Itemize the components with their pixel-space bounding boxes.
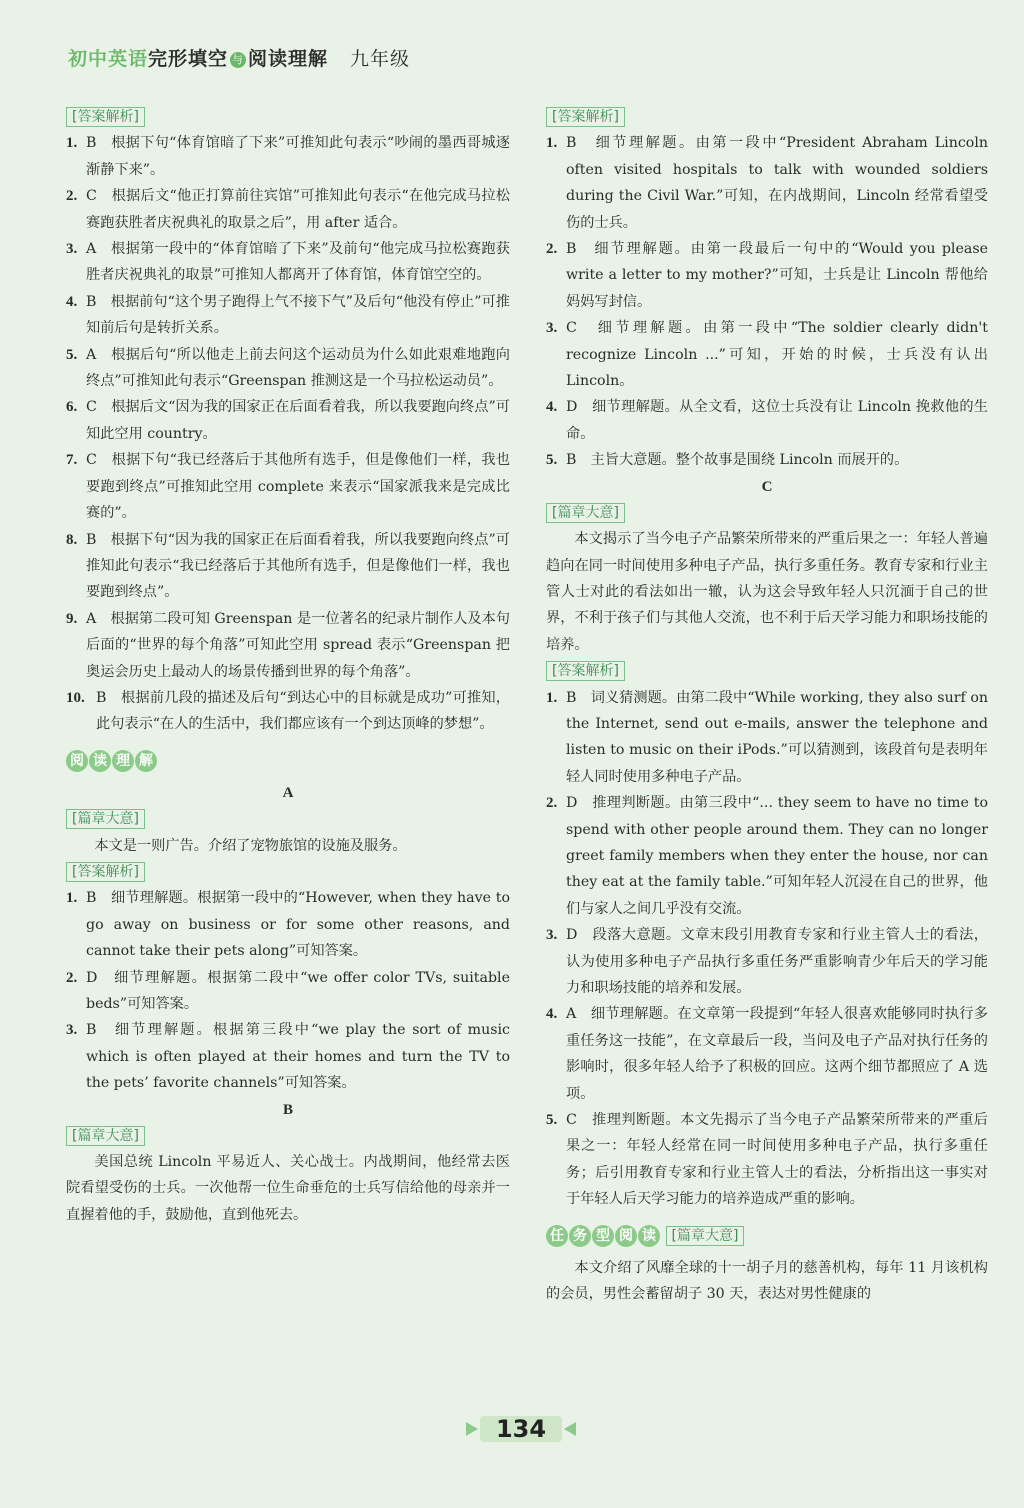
answer-item [546, 236, 988, 315]
answer-item [546, 790, 988, 922]
page-number [466, 1410, 576, 1448]
header-title-black2: 阅读理解 [248, 48, 329, 70]
summary-tag: [篇章大意] [66, 809, 145, 829]
answer-text: A 根据第二段可知 Greenspan 是一位著名的纪录片制作人及本句后面的“世界的每个角落”可知此空用 spread 表示“Greenspan 把奥运会历史上最动人的场景传播到世界的每个角落”。 [86, 610, 510, 680]
answer-item [546, 1001, 988, 1107]
answer-number: 1. [66, 890, 78, 907]
answer-item [66, 606, 510, 685]
cloze-answer-list [66, 130, 510, 737]
passage-a-answers [66, 885, 510, 1096]
answer-item [66, 685, 510, 738]
answer-item [66, 289, 510, 342]
page-number-text: 134 [495, 1415, 547, 1443]
passage-c-label: C [761, 478, 773, 495]
passage-b-answers [546, 130, 988, 473]
answer-item [546, 447, 988, 473]
answer-item [66, 236, 510, 289]
answer-number: 2. [66, 969, 78, 986]
answer-item [66, 527, 510, 606]
answer-tag: [答案解析] [546, 661, 625, 681]
answer-item [66, 183, 510, 236]
answer-text: B 细节理解题。根据第一段中的“However, when they have to go away on business or for some other reasons, and cannot take their pets along”可知答案。 [86, 890, 510, 960]
answer-number: 2. [546, 241, 558, 258]
answer-number: 3. [66, 1022, 78, 1039]
header-title-green: 初中英语 [68, 48, 149, 70]
answer-text: B 根据前句“这个男子跑得上气不接下气”及后句“他没有停止”可推知前后句是转折关系。 [86, 293, 510, 337]
answer-number: 5. [66, 346, 78, 363]
answer-number: 2. [66, 188, 78, 205]
passage-c-answers [546, 685, 988, 1213]
passage-a-summary: 本文是一则广告。介绍了宠物旅馆的设施及服务。 [94, 837, 407, 854]
answer-number: 5. [546, 1112, 558, 1129]
answer-number: 10. [66, 689, 85, 706]
answer-text: C 根据后文“因为我的国家正在后面看着我，所以我要跑向终点”可知此空用 country。 [86, 399, 510, 442]
passage-c-summary: 本文揭示了当今电子产品繁荣所带来的严重后果之一：年轻人普遍趋向在同一时间使用多种电子产品，执行多重任务。教育专家和行业主管人士对此的看法如出一辙，认为这会导致年轻人只沉湎于自己的世界，不利于孩子们与其他人交流，也不利于后天学习能力和职场技能的培养。 [546, 531, 988, 653]
answer-item [546, 394, 988, 447]
answer-number: 4. [66, 293, 78, 310]
header-connector: 与 [232, 52, 245, 66]
answer-item [66, 965, 510, 1018]
answer-text: B 细节理解题。由第一段最后一句中的“Would you please write a letter to my mother?”可知，士兵是让 Lincoln 帮他给妈妈写封信。 [566, 241, 988, 310]
task-summary: 本文介绍了风靡全球的十一胡子月的慈善机构，每年 11 月该机构的会员，男性会蓄留胡子 30 天，表达对男性健康的 [546, 1260, 988, 1303]
answer-item [546, 130, 988, 236]
answer-text: B 根据前几段的描述及后句“到达心中的目标就是成功”可推知，此句表示“在人的生活中，我们都应该有一个到达顶峰的梦想”。 [96, 689, 510, 733]
answer-text: B 根据下句“因为我的国家正在后面看着我，所以我要跑向终点”可推知此句表示“我已经落后于其他所有选手，但是像他们一样，我也要跑到终点”。 [86, 531, 510, 601]
answer-tag: [答案解析] [66, 107, 145, 127]
answer-number: 4. [546, 399, 558, 416]
answer-text: A 根据后句“所以他走上前去问这个运动员为什么如此艰难地跑向终点”可推知此句表示“Greenspan 推测这是一个马拉松运动员”。 [86, 346, 510, 390]
passage-a-label: A [282, 785, 294, 802]
answer-number: 5. [546, 452, 558, 469]
answer-number: 2. [546, 795, 558, 812]
answer-number: 1. [546, 689, 558, 706]
right-column [546, 104, 988, 1308]
header-grade: 九年级 [350, 48, 411, 70]
reading-section-label: 阅 读 理 解 [66, 748, 158, 774]
answer-text: A 细节理解题。在文章第一段提到“年轻人很喜欢能够同时执行多重任务这一技能”，在文章最后一段，当问及电子产品对执行任务的影响时，很多年轻人给予了积极的回应。这两个细节都照应了 A 选项。 [566, 1006, 988, 1102]
answer-text: C 推理判断题。本文先揭示了当今电子产品繁荣所带来的严重后果之一：年轻人经常在同一时间使用多种电子产品，执行多重任务；后引用教育专家和行业主管人士的看法，分析指出这一事实对于年轻人后天学习能力的培养造成严重的影响。 [566, 1112, 988, 1208]
summary-tag: [篇章大意] [666, 1226, 745, 1246]
header-title-black: 完形填空 [148, 48, 229, 70]
book-header [68, 44, 410, 71]
answer-text: C 根据后文“他正打算前往宾馆”可推知此句表示“在他完成马拉松赛跑获胜者庆祝典礼的取景之后”，用 after 适合。 [86, 188, 510, 231]
answer-text: D 细节理解题。根据第二段中“we offer color TVs, suitable beds”可知答案。 [86, 969, 510, 1012]
summary-tag: [篇章大意] [66, 1126, 145, 1146]
left-column [66, 104, 510, 1228]
answer-number: 8. [66, 531, 78, 548]
answer-text: D 段落大意题。文章末段引用教育专家和行业主管人士的看法，认为使用多种电子产品执行多重任务严重影响青少年后天的学习能力和职场技能的培养和发展。 [566, 927, 988, 996]
answer-item [546, 315, 988, 394]
answer-text: B 主旨大意题。整个故事是围绕 Lincoln 而展开的。 [566, 452, 909, 469]
answer-number: 3. [546, 927, 558, 944]
answer-text: B 细节理解题。由第一段中“President Abraham Lincoln often visited hospitals to talk with wounded soldiers during the Civil War.”可知，在内战期间，Lincoln 经常看望受伤的士兵。 [566, 135, 988, 231]
answer-number: 3. [66, 241, 78, 258]
answer-item [546, 1107, 988, 1213]
answer-item [66, 130, 510, 183]
passage-b-summary: 美国总统 Lincoln 平易近人、关心战士。内战期间，他经常去医院看望受伤的士兵。一次他帮一位生命垂危的士兵写信给他的母亲并一直握着他的手，鼓励他，直到他死去。 [66, 1154, 510, 1223]
summary-tag: [篇章大意] [546, 503, 625, 523]
answer-text: B 根据下句“体育馆暗了下来”可推知此句表示“吵闹的墨西哥城逐渐静下来”。 [86, 135, 510, 178]
answer-number: 7. [66, 452, 78, 469]
answer-number: 6. [66, 399, 78, 416]
answer-text: D 推理判断题。由第三段中“... they seem to have no time to spend with other people around them. They can no longer greet family members when they enter the house, nor can they eat at the family table.”可知年轻人沉浸在自己的世界，他们与家人之间几乎没有交流。 [566, 795, 988, 917]
answer-number: 1. [546, 135, 558, 152]
answer-number: 9. [66, 610, 78, 627]
answer-text: C 根据下句“我已经落后于其他所有选手，但是像他们一样，我也要跑到终点”可推知此空用 complete 来表示“国家派我来是完成比赛的”。 [86, 452, 510, 522]
answer-text: C 细节理解题。由第一段中“The soldier clearly didn't recognize Lincoln ...”可知，开始的时候，士兵没有认出 Lincoln。 [566, 320, 988, 390]
answer-text: B 细节理解题。根据第三段中“we play the sort of music which is often played at their homes and turn the TV to the pets’ favorite channels”可知答案。 [86, 1022, 510, 1092]
answer-text: A 根据第一段中的“体育馆暗了下来”及前句“他完成马拉松赛跑获胜者庆祝典礼的取景”可推知人都离开了体育馆，体育馆空空的。 [86, 241, 510, 284]
answer-item [66, 1017, 510, 1096]
answer-tag: [答案解析] [66, 862, 145, 882]
answer-tag: [答案解析] [546, 107, 625, 127]
answer-item [546, 922, 988, 1001]
answer-text: B 词义猜测题。由第二段中“While working, they also surf on the Internet, send out e-mails, answer the telephone and listen to music on their iPods.”可以猜测到，该段首句是表明年轻人同时使用多种电子产品。 [566, 689, 988, 785]
answer-text: D 细节理解题。从全文看，这位士兵没有让 Lincoln 挽救他的生命。 [566, 399, 988, 442]
answer-item [546, 685, 988, 791]
answer-item [66, 447, 510, 526]
answer-item [66, 885, 510, 964]
answer-number: 3. [546, 320, 558, 337]
answer-item [66, 394, 510, 447]
task-reading-section-label: 任 务 型 阅 读 [546, 1223, 661, 1249]
passage-b-label: B [282, 1101, 293, 1118]
answer-number: 1. [66, 135, 78, 152]
answer-number: 4. [546, 1006, 558, 1023]
answer-item [66, 342, 510, 395]
